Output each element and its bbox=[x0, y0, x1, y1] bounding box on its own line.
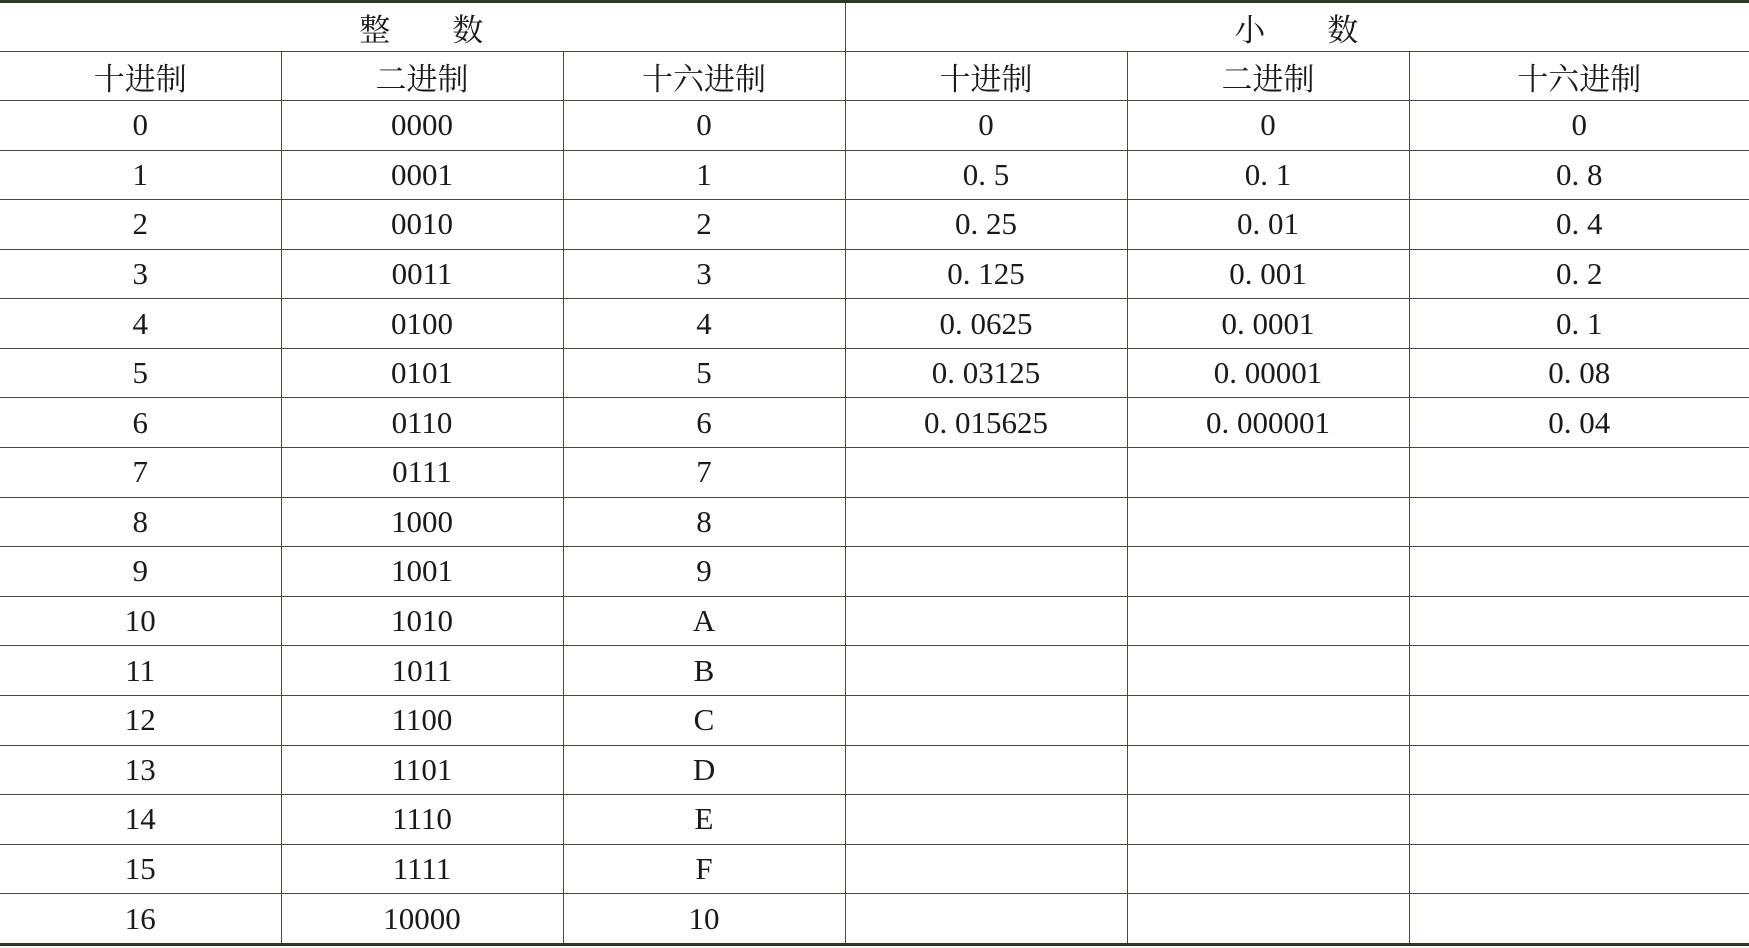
frac-hex-cell bbox=[1409, 547, 1749, 597]
frac-hex-cell bbox=[1409, 894, 1749, 945]
frac-binary-cell: 0. 001 bbox=[1127, 249, 1409, 299]
frac-binary-cell: 0. 0001 bbox=[1127, 299, 1409, 349]
header-fraction-binary: 二进制 bbox=[1127, 52, 1409, 101]
int-binary-cell: 0001 bbox=[281, 150, 563, 200]
int-binary-cell: 1001 bbox=[281, 547, 563, 597]
int-hex-cell: 8 bbox=[563, 497, 845, 547]
int-binary-cell: 1101 bbox=[281, 745, 563, 795]
int-hex-cell: F bbox=[563, 844, 845, 894]
frac-binary-cell: 0. 1 bbox=[1127, 150, 1409, 200]
frac-hex-cell bbox=[1409, 497, 1749, 547]
int-decimal-cell: 13 bbox=[0, 745, 281, 795]
table-row bbox=[0, 200, 1749, 250]
int-decimal-cell: 16 bbox=[0, 894, 281, 945]
frac-decimal-cell bbox=[845, 844, 1127, 894]
table-row bbox=[0, 497, 1749, 547]
frac-decimal-cell bbox=[845, 596, 1127, 646]
int-decimal-cell: 6 bbox=[0, 398, 281, 448]
frac-hex-cell: 0. 1 bbox=[1409, 299, 1749, 349]
frac-binary-cell bbox=[1127, 695, 1409, 745]
int-binary-cell: 1000 bbox=[281, 497, 563, 547]
int-decimal-cell: 10 bbox=[0, 596, 281, 646]
int-hex-cell: D bbox=[563, 745, 845, 795]
frac-binary-cell bbox=[1127, 448, 1409, 498]
integer-group-header bbox=[0, 2, 845, 52]
int-hex-cell: E bbox=[563, 795, 845, 845]
table-row bbox=[0, 150, 1749, 200]
fraction-group-char-2: 数 bbox=[1327, 12, 1361, 48]
frac-hex-cell: 0 bbox=[1409, 101, 1749, 151]
int-decimal-cell: 4 bbox=[0, 299, 281, 349]
table-row bbox=[0, 646, 1749, 696]
fraction-group-header bbox=[845, 2, 1749, 52]
table-body bbox=[0, 101, 1749, 945]
table-row bbox=[0, 894, 1749, 945]
int-hex-cell: 0 bbox=[563, 101, 845, 151]
frac-binary-cell: 0. 00001 bbox=[1127, 348, 1409, 398]
int-hex-cell: 4 bbox=[563, 299, 845, 349]
frac-hex-cell bbox=[1409, 596, 1749, 646]
int-hex-cell: 3 bbox=[563, 249, 845, 299]
frac-binary-cell bbox=[1127, 795, 1409, 845]
group-header-row bbox=[0, 2, 1749, 52]
header-integer-binary: 二进制 bbox=[281, 52, 563, 101]
table-row bbox=[0, 695, 1749, 745]
table-row bbox=[0, 596, 1749, 646]
frac-binary-cell: 0. 000001 bbox=[1127, 398, 1409, 448]
table-row bbox=[0, 547, 1749, 597]
int-decimal-cell: 5 bbox=[0, 348, 281, 398]
frac-hex-cell: 0. 4 bbox=[1409, 200, 1749, 250]
int-binary-cell: 0111 bbox=[281, 448, 563, 498]
header-integer-hex: 十六进制 bbox=[563, 52, 845, 101]
frac-binary-cell bbox=[1127, 745, 1409, 795]
int-hex-cell: C bbox=[563, 695, 845, 745]
int-decimal-cell: 7 bbox=[0, 448, 281, 498]
frac-decimal-cell: 0. 015625 bbox=[845, 398, 1127, 448]
int-hex-cell: A bbox=[563, 596, 845, 646]
int-binary-cell: 0010 bbox=[281, 200, 563, 250]
frac-hex-cell: 0. 08 bbox=[1409, 348, 1749, 398]
table-row bbox=[0, 299, 1749, 349]
table-row bbox=[0, 745, 1749, 795]
int-hex-cell: 5 bbox=[563, 348, 845, 398]
int-decimal-cell: 2 bbox=[0, 200, 281, 250]
table-row bbox=[0, 448, 1749, 498]
table-row bbox=[0, 844, 1749, 894]
table-row bbox=[0, 795, 1749, 845]
int-decimal-cell: 8 bbox=[0, 497, 281, 547]
int-hex-cell: 10 bbox=[563, 894, 845, 945]
frac-hex-cell bbox=[1409, 646, 1749, 696]
int-binary-cell: 10000 bbox=[281, 894, 563, 945]
integer-group-char-2: 数 bbox=[452, 12, 486, 48]
table-row bbox=[0, 348, 1749, 398]
int-decimal-cell: 14 bbox=[0, 795, 281, 845]
integer-group-char-1: 整 bbox=[359, 12, 393, 48]
frac-decimal-cell bbox=[845, 646, 1127, 696]
frac-decimal-cell bbox=[845, 497, 1127, 547]
header-integer-decimal: 十进制 bbox=[0, 52, 281, 101]
frac-hex-cell: 0. 04 bbox=[1409, 398, 1749, 448]
int-binary-cell: 0100 bbox=[281, 299, 563, 349]
int-binary-cell: 1010 bbox=[281, 596, 563, 646]
frac-binary-cell: 0. 01 bbox=[1127, 200, 1409, 250]
int-binary-cell: 1111 bbox=[281, 844, 563, 894]
frac-decimal-cell bbox=[845, 695, 1127, 745]
frac-decimal-cell: 0. 125 bbox=[845, 249, 1127, 299]
frac-decimal-cell bbox=[845, 745, 1127, 795]
frac-hex-cell bbox=[1409, 695, 1749, 745]
frac-binary-cell bbox=[1127, 646, 1409, 696]
table-row bbox=[0, 101, 1749, 151]
frac-decimal-cell bbox=[845, 547, 1127, 597]
frac-decimal-cell: 0 bbox=[845, 101, 1127, 151]
frac-binary-cell bbox=[1127, 894, 1409, 945]
int-hex-cell: 1 bbox=[563, 150, 845, 200]
int-binary-cell: 1100 bbox=[281, 695, 563, 745]
frac-binary-cell bbox=[1127, 547, 1409, 597]
int-decimal-cell: 3 bbox=[0, 249, 281, 299]
int-decimal-cell: 9 bbox=[0, 547, 281, 597]
int-hex-cell: 6 bbox=[563, 398, 845, 448]
frac-binary-cell bbox=[1127, 596, 1409, 646]
frac-hex-cell: 0. 8 bbox=[1409, 150, 1749, 200]
int-hex-cell: 7 bbox=[563, 448, 845, 498]
int-binary-cell: 1011 bbox=[281, 646, 563, 696]
frac-binary-cell bbox=[1127, 844, 1409, 894]
frac-decimal-cell bbox=[845, 448, 1127, 498]
frac-hex-cell bbox=[1409, 745, 1749, 795]
frac-decimal-cell: 0. 25 bbox=[845, 200, 1127, 250]
int-decimal-cell: 0 bbox=[0, 101, 281, 151]
frac-decimal-cell bbox=[845, 795, 1127, 845]
frac-decimal-cell: 0. 03125 bbox=[845, 348, 1127, 398]
header-fraction-decimal: 十进制 bbox=[845, 52, 1127, 101]
table-row bbox=[0, 249, 1749, 299]
frac-binary-cell: 0 bbox=[1127, 101, 1409, 151]
int-binary-cell: 0000 bbox=[281, 101, 563, 151]
frac-binary-cell bbox=[1127, 497, 1409, 547]
int-decimal-cell: 1 bbox=[0, 150, 281, 200]
int-binary-cell: 1110 bbox=[281, 795, 563, 845]
table-row bbox=[0, 398, 1749, 448]
frac-decimal-cell: 0. 5 bbox=[845, 150, 1127, 200]
frac-hex-cell bbox=[1409, 795, 1749, 845]
int-hex-cell: B bbox=[563, 646, 845, 696]
int-binary-cell: 0011 bbox=[281, 249, 563, 299]
frac-hex-cell: 0. 2 bbox=[1409, 249, 1749, 299]
frac-decimal-cell bbox=[845, 894, 1127, 945]
int-hex-cell: 9 bbox=[563, 547, 845, 597]
int-decimal-cell: 12 bbox=[0, 695, 281, 745]
int-decimal-cell: 15 bbox=[0, 844, 281, 894]
subheader-row bbox=[0, 52, 1749, 101]
int-hex-cell: 2 bbox=[563, 200, 845, 250]
frac-hex-cell bbox=[1409, 448, 1749, 498]
int-decimal-cell: 11 bbox=[0, 646, 281, 696]
frac-hex-cell bbox=[1409, 844, 1749, 894]
int-binary-cell: 0101 bbox=[281, 348, 563, 398]
header-fraction-hex: 十六进制 bbox=[1409, 52, 1749, 101]
fraction-group-char-1: 小 bbox=[1234, 12, 1268, 48]
frac-decimal-cell: 0. 0625 bbox=[845, 299, 1127, 349]
int-binary-cell: 0110 bbox=[281, 398, 563, 448]
